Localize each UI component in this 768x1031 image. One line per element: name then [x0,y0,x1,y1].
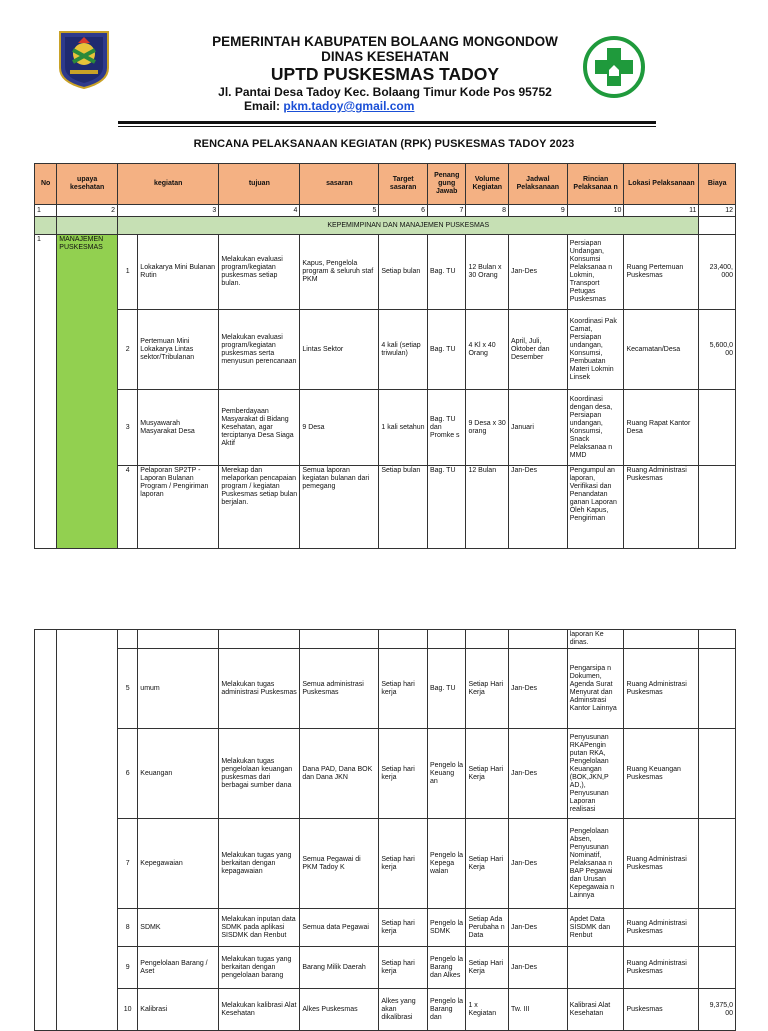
row-kegiatan: Kepegawaian [138,819,219,909]
col-number: 8 [466,205,509,217]
row-pj: Bag. TU [427,649,465,729]
row-volume: Setiap Hari Kerja [466,729,509,819]
row-no: 7 [118,819,138,909]
row-lokasi: Ruang Administrasi Puskesmas [624,819,699,909]
row-volume: 9 Desa x 30 orang [466,390,509,466]
row-pj: Pengelo la SDMK [427,909,465,947]
row-sasaran: Kapus, Pengelola program & seluruh staf PKM [300,235,379,310]
row-no: 9 [118,947,138,989]
address: Jl. Pantai Desa Tadoy Kec. Bolaang Timur Kode Pos 95752 [218,85,552,99]
row-biaya [699,729,736,819]
row-tujuan: Pemberdayaan Masyarakat di Bidang Kesehatan, agar terciptanya Desa Siaga Aktif [219,390,300,466]
email-line [244,99,414,113]
row-no: 5 [118,649,138,729]
rpk-table-page-1 [34,163,736,549]
table-row [35,466,736,549]
col-header-pj: Penang gung Jawab [427,164,465,205]
department-name: DINAS KESEHATAN [321,49,449,64]
row-lokasi: Ruang Keuangan Puskesmas [624,729,699,819]
row-lokasi: Ruang Administrasi Puskesmas [624,466,699,549]
col-number: 10 [567,205,624,217]
row-sasaran: Dana PAD, Dana BOK dan Dana JKN [300,729,379,819]
row-lokasi: Ruang Pertemuan Puskesmas [624,235,699,310]
row-biaya [699,947,736,989]
group-upaya: MANAJEMEN PUSKESMAS [57,235,118,549]
document-title: RENCANA PELAKSANAAN KEGIATAN (RPK) PUSKESMAS TADOY 2023 [193,138,575,150]
row-tujuan: Merekap dan melaporkan pencapaian program / kegiatan Puskesmas setiap bulan berjalan. [219,466,300,549]
letterhead-rule-thick [118,121,656,124]
row-volume: 4 Kl x 40 Orang [466,310,509,390]
col-header-upaya: upaya kesehatan [57,164,118,205]
regency-emblem-logo [56,30,112,90]
section-title: KEPEMIMPINAN DAN MANAJEMEN PUSKESMAS [118,217,699,235]
row-jadwal: Tw. III [508,989,567,1031]
row-jadwal: Jan-Des [508,729,567,819]
table-row [35,989,736,1031]
row-sasaran: Semua laporan kegiatan bulanan dari pemegang [300,466,379,549]
section-row [35,217,736,235]
row-kegiatan: Keuangan [138,729,219,819]
row-target: Setiap hari kerja [379,947,428,989]
row-kegiatan: Musyawarah Masyarakat Desa [138,390,219,466]
row-kegiatan: Kalibrasi [138,989,219,1031]
row-kegiatan: Pengelolaan Barang / Aset [138,947,219,989]
row-sasaran: Semua administrasi Puskesmas [300,649,379,729]
row-pj: Pengelo la Barang dan Alkes [427,947,465,989]
row-lokasi: Kecamatan/Desa [624,310,699,390]
government-name: PEMERINTAH KABUPATEN BOLAANG MONGONDOW [212,34,558,49]
row-no: 3 [118,390,138,466]
col-number: 4 [219,205,300,217]
row-jadwal: April, Juli, Oktober dan Desember [508,310,567,390]
row-tujuan: Melakukan tugas yang berkaitan dengan pengelolaan barang [219,947,300,989]
row-pj: Bag. TU [427,310,465,390]
row-rincian: Kalibrasi Alat Kesehatan [567,989,624,1031]
col-header-biaya: Biaya [699,164,736,205]
letterhead-text [170,34,600,99]
col-header-tujuan: tujuan [219,164,300,205]
row-jadwal: Jan-Des [508,819,567,909]
row-kegiatan: Lokakarya Mini Bulanan Rutin [138,235,219,310]
col-header-rincian: Rincian Pelaksanaa n [567,164,624,205]
row-target: Setiap hari kerja [379,649,428,729]
group-number: 1 [35,235,57,549]
col-header-jadwal: Jadwal Pelaksanaan [508,164,567,205]
row-pj: Pengelo la Barang dan [427,989,465,1031]
row-no: 4 [118,466,138,549]
row-volume: Setiap Hari Kerja [466,947,509,989]
col-number: 12 [699,205,736,217]
row-biaya [699,909,736,947]
table-header-row [35,164,736,205]
row-target: 4 kali (setiap triwulan) [379,310,428,390]
col-header-lokasi: Lokasi Pelaksanaan [624,164,699,205]
row-lokasi: Ruang Rapat Kantor Desa [624,390,699,466]
col-header-sasaran: sasaran [300,164,379,205]
col-number: 3 [118,205,219,217]
email-label: Email: [244,99,281,113]
row-target: Setiap hari kerja [379,909,428,947]
row-pj: Pengelo la Kepega walan [427,819,465,909]
row-lokasi: Ruang Administrasi Puskesmas [624,947,699,989]
col-number: 2 [57,205,118,217]
row-tujuan: Melakukan tugas pengelolaan keuangan puskesmas dari berbagai sumber dana [219,729,300,819]
row-jadwal: Januari [508,390,567,466]
row-rincian: Apdet Data SISDMK dan Renbut [567,909,624,947]
row-sasaran: Semua Pegawai di PKM Tadoy K [300,819,379,909]
col-number: 1 [35,205,57,217]
row-biaya: 9,375,0 00 [699,989,736,1031]
table-row [35,649,736,729]
row-lokasi: Ruang Administrasi Puskesmas [624,649,699,729]
row-biaya: 5,600,0 00 [699,310,736,390]
row-rincian: laporan Ke dinas. [567,630,624,649]
row-rincian: Pengelolaan Absen, Penyusunan Nominatif, Pelaksanaa n BAP Pegawai dan Urusan Kepegawaia n Lainnya [567,819,624,909]
row-pj: Bag. TU dan Promke s [427,390,465,466]
row-no: 8 [118,909,138,947]
row-rincian: Koordinasi dengan desa, Persiapan undangan, Konsumsi, Snack Pelaksanaa n MMD [567,390,624,466]
row-sasaran: Lintas Sektor [300,310,379,390]
row-pj: Bag. TU [427,235,465,310]
row-volume: Setiap Ada Perubaha n Data [466,909,509,947]
col-number: 6 [379,205,428,217]
row-jadwal: Jan-Des [508,235,567,310]
row-rincian: Pengarsipa n Dokumen, Agenda Surat Menyurat dan Adminstrasi Kantor Lainnya [567,649,624,729]
letterhead [0,0,768,130]
col-header-kegiatan: kegiatan [118,164,219,205]
row-tujuan: Melakukan tugas yang berkaitan dengan kepagawaian [219,819,300,909]
row-jadwal: Jan-Des [508,947,567,989]
row-volume: 1 x Kegiatan [466,989,509,1031]
rpk-table-page-2 [34,629,736,1031]
row-lokasi: Ruang Administrasi Puskesmas [624,909,699,947]
row-volume: 12 Bulan x 30 Orang [466,235,509,310]
row-kegiatan: Pertemuan Mini Lokakarya Lintas sektor/Tribulanan [138,310,219,390]
col-number: 9 [508,205,567,217]
col-header-no: No [35,164,57,205]
row-volume: Setiap Hari Kerja [466,819,509,909]
col-number: 11 [624,205,699,217]
row-rincian: Koordinasi Pak Camat, Persiapan undangan, Konsumsi, Pembuatan Materi Lokmin Linsek [567,310,624,390]
row-rincian: Penyusunan RKAPengin putan RKA, Pengelolaan Keuangan (BOK,JKN,P AD,), Penyusunan Laporan realisasi [567,729,624,819]
table-row [35,310,736,390]
row-rincian: Persiapan Undangan, Konsumsi Pelaksanaa n Lokmin, Transport Petugas Puskesmas [567,235,624,310]
row-sasaran: Alkes Puskesmas [300,989,379,1031]
row-tujuan: Melakukan evaluasi program/kegiatan puskesmas serta menyusun perencanaan [219,310,300,390]
row-tujuan: Melakukan kalibrasi Alat Kesehatan [219,989,300,1031]
row-kegiatan: Pelaporan SP2TP - Laporan Bulanan Program / Pengiriman laporan [138,466,219,549]
row-volume: 12 Bulan [466,466,509,549]
row-biaya [699,649,736,729]
col-number: 5 [300,205,379,217]
institution-name: UPTD PUSKESMAS TADOY [270,64,500,84]
row-rincian [567,947,624,989]
table-row [35,235,736,310]
row-biaya [699,390,736,466]
row-kegiatan: umum [138,649,219,729]
row-jadwal: Jan-Des [508,466,567,549]
row-sasaran: 9 Desa [300,390,379,466]
col-number: 7 [427,205,465,217]
row-no: 6 [118,729,138,819]
row-pj: Bag. TU [427,466,465,549]
row-sasaran: Semua data Pegawai [300,909,379,947]
row-jadwal: Jan-Des [508,649,567,729]
row-jadwal: Jan-Des [508,909,567,947]
table-row-continuation [35,630,736,649]
table-row [35,909,736,947]
row-biaya: 23,400, 000 [699,235,736,310]
row-kegiatan: SDMK [138,909,219,947]
row-target: Setiap bulan [379,466,428,549]
row-tujuan: Melakukan inputan data SDMK pada aplikasi SISDMK dan Renbut [219,909,300,947]
row-target: Setiap hari kerja [379,729,428,819]
row-rincian: Pengumpul an laporan, Verifikasi dan Penandatan ganan Laporan Oleh Kapus, Pengiriman [567,466,624,549]
row-biaya [699,466,736,549]
row-target: 1 kali setahun [379,390,428,466]
col-header-volume: Volume Kegiatan [466,164,509,205]
table-row [35,729,736,819]
table-row [35,947,736,989]
row-target: Alkes yang akan dikalibrasi [379,989,428,1031]
letterhead-rule-thin [118,126,656,127]
table-row [35,390,736,466]
row-volume: Setiap Hari Kerja [466,649,509,729]
row-no: 2 [118,310,138,390]
row-no: 1 [118,235,138,310]
table-row [35,819,736,909]
row-target: Setiap bulan [379,235,428,310]
row-biaya [699,819,736,909]
row-target: Setiap hari kerja [379,819,428,909]
row-tujuan: Melakukan tugas administrasi Puskesmas [219,649,300,729]
col-header-target: Target sasaran [379,164,428,205]
column-number-row [35,205,736,217]
puskesmas-cross-logo [583,36,645,98]
row-sasaran: Barang Milik Daerah [300,947,379,989]
row-lokasi: Puskesmas [624,989,699,1031]
row-pj: Pengelo la Keuang an [427,729,465,819]
row-tujuan: Melakukan evaluasi program/kegiatan puskesmas setiap bulan. [219,235,300,310]
row-no: 10 [118,989,138,1031]
email-link[interactable]: pkm.tadoy@gmail.com [283,99,415,113]
